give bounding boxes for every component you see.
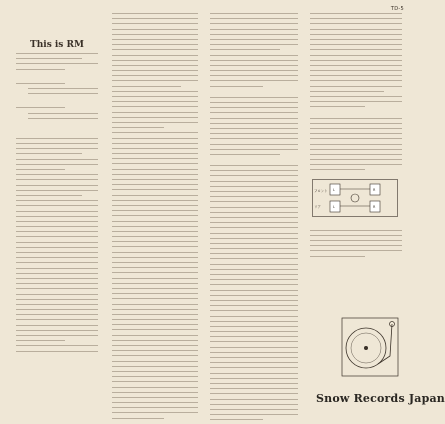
catalog-number: TD-5 [390, 6, 404, 12]
article-title: This is RM [30, 40, 84, 50]
intro-lines [16, 53, 98, 70]
brand-text: Snow Records Japan [316, 392, 445, 405]
diagram-ch-l-front: L [333, 187, 335, 192]
diagram-row-label-rear: リア [314, 204, 321, 209]
column-2 [112, 10, 198, 423]
tracklist-b [16, 107, 98, 118]
diagram-ch-r-front: R [373, 187, 376, 192]
column-3 [210, 10, 298, 424]
column-1-body [16, 138, 98, 352]
column-3-body [210, 13, 298, 420]
turntable-illustration [338, 312, 402, 388]
tracklist-a [16, 83, 98, 94]
diagram-ch-l-rear: L [333, 204, 335, 209]
column-4-body-b [310, 230, 402, 257]
diagram-row-label-front: フロント [314, 188, 328, 193]
diagram-ch-r-rear: R [373, 204, 376, 209]
column-2-body [112, 13, 198, 419]
speaker-layout-diagram [312, 179, 398, 217]
column-1 [16, 10, 98, 356]
column-4 [310, 10, 402, 261]
column-4-body-a [310, 13, 402, 170]
